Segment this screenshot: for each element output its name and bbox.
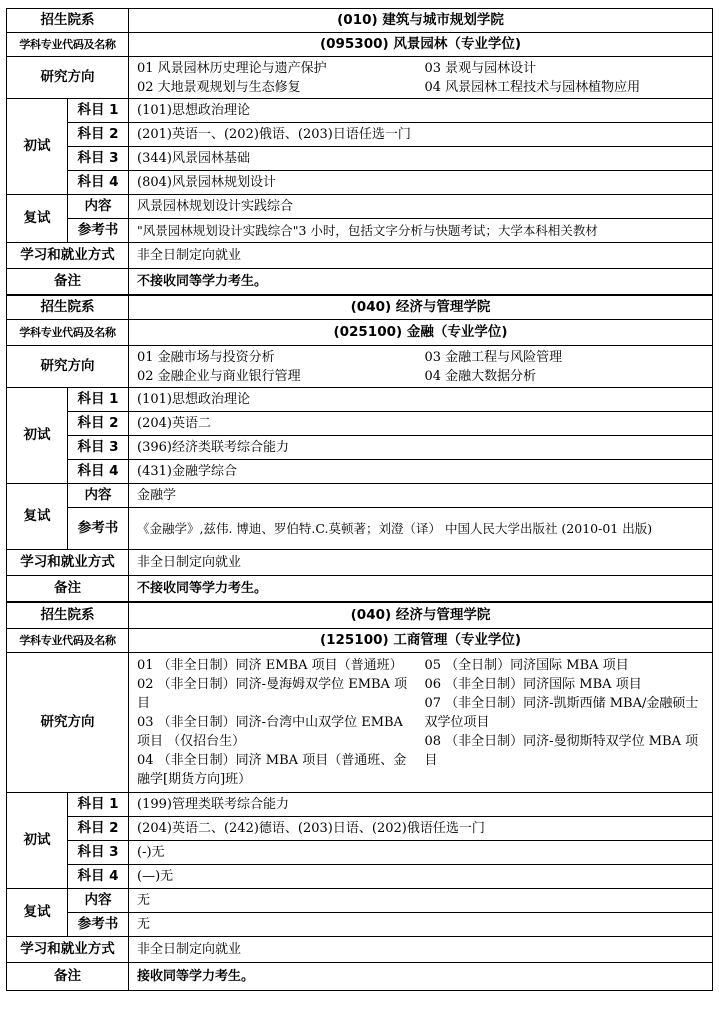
direction-label: 研究方向 — [7, 653, 129, 793]
subject-value: (—)无 — [129, 865, 713, 889]
subject-label: 科目 3 — [68, 436, 129, 460]
content-label: 内容 — [68, 889, 129, 913]
subject-value: (204)英语二、(242)德语、(203)日语、(202)俄语任选一门 — [129, 817, 713, 841]
school-label: 招生院系 — [7, 603, 129, 629]
subject-label: 科目 1 — [68, 388, 129, 412]
direction-label: 研究方向 — [7, 346, 129, 388]
subject-value: (431)金融学综合 — [129, 460, 713, 484]
retest-reference: "风景园林规划设计实践综合"3 小时，包括文字分析与快题考试；大学本科相关教材 — [129, 219, 713, 243]
subject-value: (101)思想政治理论 — [129, 388, 713, 412]
school-label: 招生院系 — [7, 296, 129, 320]
school-value: (040) 经济与管理学院 — [129, 603, 713, 629]
mode-value: 非全日制定向就业 — [129, 937, 713, 963]
subject-label: 科目 2 — [68, 123, 129, 147]
direction-item: 02 大地景观规划与生态修复 — [137, 79, 301, 95]
major-label: 学科专业代码及名称 — [7, 629, 129, 653]
retest-content: 风景园林规划设计实践综合 — [129, 195, 713, 219]
mode-label: 学习和就业方式 — [7, 937, 129, 963]
admissions-catalog — [6, 8, 713, 991]
subject-value: (344)风景园林基础 — [129, 147, 713, 171]
direction-item: 01 风景园林历史理论与遗产保护 — [137, 60, 327, 76]
subject-label: 科目 4 — [68, 171, 129, 195]
retest-label: 复试 — [7, 195, 68, 243]
subject-value: (201)英语一、(202)俄语、(203)日语任选一门 — [129, 123, 713, 147]
subject-label: 科目 4 — [68, 460, 129, 484]
subject-label: 科目 2 — [68, 412, 129, 436]
direction-item: 08 （非全日制）同济-曼彻斯特双学位 MBA 项目 — [424, 734, 699, 768]
content-label: 内容 — [68, 484, 129, 508]
direction-list — [129, 346, 713, 388]
school-value: (010) 建筑与城市规划学院 — [129, 9, 713, 33]
program-table — [6, 602, 713, 991]
direction-item: 04 金融大数据分析 — [424, 368, 537, 384]
direction-item: 01 金融市场与投资分析 — [137, 349, 275, 365]
subject-value: (-)无 — [129, 841, 713, 865]
subject-label: 科目 2 — [68, 817, 129, 841]
direction-item: 03 （非全日制）同济-台湾中山双学位 EMBA 项目 （仅招台生） — [137, 715, 403, 749]
reference-label: 参考书 — [68, 508, 129, 550]
subject-label: 科目 3 — [68, 841, 129, 865]
direction-item: 05 （全日制）同济国际 MBA 项目 — [424, 658, 629, 673]
direction-item: 02 （非全日制）同济-曼海姆双学位 EMBA 项目 — [137, 677, 408, 711]
direction-item: 02 金融企业与商业银行管理 — [137, 368, 301, 384]
remarks-value: 不接收同等学力考生。 — [129, 576, 713, 602]
retest-label: 复试 — [7, 889, 68, 937]
remarks-value: 接收同等学力考生。 — [129, 963, 713, 991]
major-value: (025100) 金融（专业学位) — [129, 320, 713, 346]
retest-content: 无 — [129, 889, 713, 913]
retest-content: 金融学 — [129, 484, 713, 508]
direction-item: 01 （非全日制）同济 EMBA 项目（普通班） — [137, 658, 403, 673]
retest-label: 复试 — [7, 484, 68, 550]
subject-label: 科目 1 — [68, 99, 129, 123]
subject-label: 科目 4 — [68, 865, 129, 889]
prelim-label: 初试 — [7, 793, 68, 889]
reference-label: 参考书 — [68, 219, 129, 243]
direction-item: 06 （非全日制）同济国际 MBA 项目 — [424, 677, 642, 692]
remarks-value: 不接收同等学力考生。 — [129, 269, 713, 295]
mode-value: 非全日制定向就业 — [129, 550, 713, 576]
remarks-label: 备注 — [7, 963, 129, 991]
retest-reference: 《金融学》,兹伟. 博迪、罗伯特.C.莫顿著；刘澄（译） 中国人民大学出版社 (2010-01 出版) — [129, 508, 713, 550]
major-label: 学科专业代码及名称 — [7, 33, 129, 57]
program-table — [6, 295, 713, 602]
remarks-label: 备注 — [7, 269, 129, 295]
mode-value: 非全日制定向就业 — [129, 243, 713, 269]
major-value: (125100) 工商管理（专业学位) — [129, 629, 713, 653]
direction-item: 03 金融工程与风险管理 — [424, 349, 563, 365]
direction-item: 03 景观与园林设计 — [424, 60, 537, 76]
retest-reference: 无 — [129, 913, 713, 937]
direction-label: 研究方向 — [7, 57, 129, 99]
subject-value: (199)管理类联考综合能力 — [129, 793, 713, 817]
remarks-label: 备注 — [7, 576, 129, 602]
direction-item: 04 风景园林工程技术与园林植物应用 — [424, 79, 641, 95]
subject-value: (804)风景园林规划设计 — [129, 171, 713, 195]
major-label: 学科专业代码及名称 — [7, 320, 129, 346]
subject-value: (101)思想政治理论 — [129, 99, 713, 123]
reference-label: 参考书 — [68, 913, 129, 937]
direction-list — [129, 57, 713, 99]
direction-column-right — [425, 656, 713, 789]
mode-label: 学习和就业方式 — [7, 243, 129, 269]
school-label: 招生院系 — [7, 9, 129, 33]
direction-list — [129, 653, 713, 793]
mode-label: 学习和就业方式 — [7, 550, 129, 576]
school-value: (040) 经济与管理学院 — [129, 296, 713, 320]
prelim-label: 初试 — [7, 99, 68, 195]
major-value: (095300) 风景园林（专业学位) — [129, 33, 713, 57]
content-label: 内容 — [68, 195, 129, 219]
direction-column-left — [137, 656, 425, 789]
subject-label: 科目 1 — [68, 793, 129, 817]
subject-label: 科目 3 — [68, 147, 129, 171]
subject-value: (204)英语二 — [129, 412, 713, 436]
prelim-label: 初试 — [7, 388, 68, 484]
subject-value: (396)经济类联考综合能力 — [129, 436, 713, 460]
direction-item: 07 （非全日制）同济-凯斯西储 MBA/金融硕士双学位项目 — [424, 696, 699, 730]
program-table — [6, 8, 713, 295]
direction-item: 04 （非全日制）同济 MBA 项目（普通班、金融学[期货方向]班） — [137, 753, 407, 787]
